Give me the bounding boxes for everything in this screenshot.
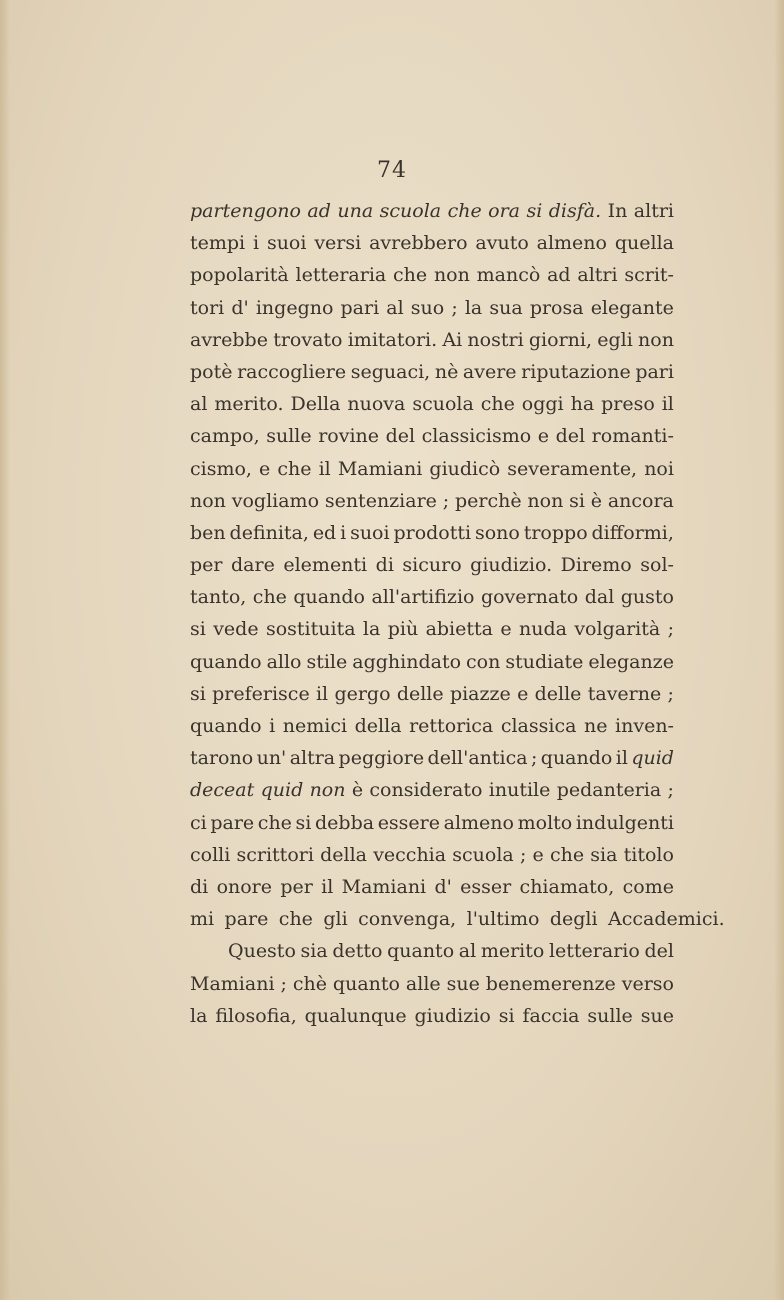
- word: che: [252, 586, 287, 609]
- word: prodotti: [393, 521, 472, 544]
- word: sulle: [587, 1004, 633, 1027]
- word: il: [661, 393, 674, 416]
- word: gusto: [620, 586, 674, 609]
- text-line: [190, 839, 674, 871]
- text-line: [190, 581, 674, 613]
- word: Diremo: [560, 554, 632, 577]
- word: campo,: [190, 425, 260, 448]
- word: sentenziare: [324, 489, 437, 512]
- word: tanto,: [190, 586, 247, 609]
- text-line: [190, 485, 674, 517]
- word: pare: [210, 811, 255, 834]
- word: giudicò: [429, 457, 501, 480]
- word: giudizio: [414, 1004, 491, 1027]
- word: Mamiani: [341, 875, 427, 898]
- word: cismo,: [190, 457, 252, 480]
- word: esser: [460, 875, 512, 898]
- word: prosa: [529, 296, 584, 319]
- word: d': [231, 296, 249, 319]
- word: peggiore: [338, 747, 425, 770]
- word: giudizio.: [470, 554, 553, 577]
- word: noi: [644, 457, 674, 480]
- word: agghindato: [352, 650, 462, 673]
- word: il: [318, 457, 331, 480]
- word: taverne: [587, 682, 662, 705]
- word: Mamiani: [190, 972, 275, 995]
- word: che: [480, 393, 515, 416]
- word: altri: [633, 200, 674, 222]
- word: severamente,: [507, 457, 638, 480]
- word: ben: [190, 521, 226, 544]
- word: di: [190, 875, 209, 898]
- word: faccia: [522, 1004, 580, 1027]
- word: vogliamo: [231, 489, 320, 512]
- word: avrebbero: [369, 232, 468, 255]
- word: altra: [289, 747, 336, 770]
- word: molto: [517, 811, 573, 834]
- word: quid: [631, 747, 674, 770]
- word: si: [190, 618, 206, 641]
- word: ;: [519, 843, 527, 866]
- word: suoi: [350, 521, 390, 544]
- text-line: [190, 710, 674, 742]
- word: ed: [312, 521, 337, 544]
- word: che: [278, 908, 313, 931]
- text-line: [190, 646, 674, 678]
- word: stile: [306, 650, 348, 673]
- word: ingegno: [255, 296, 334, 319]
- word: che: [447, 200, 482, 222]
- word: quanto: [387, 940, 455, 963]
- word: merito: [480, 940, 545, 963]
- word: dell'antica: [427, 747, 528, 770]
- word: sue: [446, 972, 480, 995]
- text-line: [190, 935, 674, 967]
- word: sostituita: [265, 618, 356, 641]
- word: pare: [224, 908, 269, 931]
- word: degli: [549, 908, 598, 931]
- word: ne: [583, 715, 608, 737]
- word: gergo: [334, 682, 391, 705]
- word: perchè: [454, 489, 522, 512]
- word: Ai: [442, 328, 463, 351]
- word: tarono: [190, 747, 254, 770]
- word: ha: [570, 393, 595, 416]
- word: chè: [292, 972, 327, 995]
- word: elementi: [283, 554, 368, 577]
- word: per: [190, 554, 223, 577]
- word: non: [190, 489, 226, 512]
- word: elegante: [590, 296, 674, 319]
- text-line: [190, 227, 674, 259]
- word: è: [590, 489, 603, 512]
- word: popolarità: [190, 264, 289, 287]
- text-line: [190, 1000, 674, 1032]
- word: e: [259, 457, 271, 480]
- word: studiate: [505, 650, 584, 673]
- text-line: [190, 774, 674, 806]
- word: potè: [190, 360, 233, 383]
- word: sicuro: [402, 554, 462, 577]
- text-line: [190, 807, 674, 839]
- word: troppo: [523, 521, 588, 544]
- word: delle: [534, 682, 582, 705]
- word: letterario: [548, 940, 640, 963]
- word: scuola: [412, 393, 474, 416]
- word: ancora: [607, 489, 674, 512]
- word: del: [385, 425, 416, 448]
- word: quando: [190, 650, 262, 673]
- word: difformi,: [591, 521, 674, 544]
- word: la: [190, 1004, 208, 1027]
- text-line: [190, 195, 674, 227]
- word: gli: [323, 908, 348, 931]
- word: letteraria: [295, 264, 387, 287]
- word: detto: [332, 940, 383, 963]
- word: si: [190, 682, 206, 705]
- word: giorni,: [528, 328, 593, 351]
- word: ci: [190, 811, 207, 834]
- word: inven-: [615, 715, 674, 737]
- word: ;: [280, 972, 287, 995]
- word: scuola: [379, 200, 442, 222]
- word: indulgenti: [575, 811, 674, 834]
- word: quid: [260, 779, 304, 802]
- word: eleganze: [588, 650, 674, 673]
- word: abietta: [425, 618, 493, 641]
- text-line: [190, 742, 674, 774]
- word: vede: [213, 618, 259, 641]
- word: merito.: [214, 393, 284, 416]
- word: piazze: [449, 682, 511, 705]
- word: e: [517, 682, 529, 705]
- word: partengono: [190, 200, 301, 222]
- word: la: [464, 296, 483, 319]
- word: delle: [396, 682, 444, 705]
- word: titolo: [623, 843, 674, 866]
- word: ;: [667, 779, 674, 802]
- word: pari: [635, 360, 674, 383]
- text-line: [190, 324, 674, 356]
- word: nemici: [282, 715, 348, 737]
- word: pari: [340, 296, 380, 319]
- word: è: [351, 779, 364, 802]
- word: classicismo: [421, 425, 532, 448]
- word: ad: [547, 264, 571, 287]
- word: e: [532, 843, 544, 866]
- word: al: [190, 393, 208, 416]
- word: inutile: [488, 779, 551, 802]
- text-line: [190, 613, 674, 645]
- text-line: [190, 871, 674, 903]
- word: ;: [667, 682, 674, 705]
- word: del: [644, 940, 674, 963]
- word: sulle: [266, 425, 312, 448]
- word: nè: [434, 360, 459, 383]
- word: chiamato,: [519, 875, 615, 898]
- word: ;: [667, 618, 674, 641]
- word: della: [354, 715, 402, 737]
- word: versi: [314, 232, 362, 255]
- word: nuova: [347, 393, 406, 416]
- word: il: [315, 682, 329, 705]
- word: i: [269, 715, 276, 737]
- word: romanti-: [591, 425, 674, 448]
- word: più: [387, 618, 419, 641]
- word: altri: [577, 264, 618, 287]
- word: governato: [480, 586, 579, 609]
- word: che: [277, 457, 312, 480]
- page-edge-right: [774, 0, 784, 1300]
- word: al: [458, 940, 477, 963]
- word: e: [537, 425, 550, 448]
- word: convenga,: [358, 908, 457, 931]
- word: ;: [442, 489, 450, 512]
- word: qualunque: [304, 1004, 407, 1027]
- word: sono: [474, 521, 520, 544]
- word: un': [256, 747, 287, 770]
- word: di: [375, 554, 394, 577]
- word: Mamiani: [337, 457, 423, 480]
- word: seguaci,: [350, 360, 431, 383]
- word: l'ultimo: [466, 908, 540, 931]
- word: volgarità: [574, 618, 661, 641]
- word: quando: [293, 586, 365, 609]
- word: si: [295, 811, 312, 834]
- word: ;: [530, 747, 538, 770]
- word: benemerenze: [485, 972, 616, 995]
- word: debba: [315, 811, 375, 834]
- word: il: [321, 875, 334, 898]
- word: nuda: [518, 618, 567, 641]
- text-line: [190, 549, 674, 581]
- word: quando: [540, 747, 613, 770]
- word: filosofia,: [215, 1004, 297, 1027]
- word: con: [466, 650, 501, 673]
- word: rovine: [318, 425, 380, 448]
- word: come: [622, 875, 674, 898]
- word: rettorica: [409, 715, 494, 737]
- word: preso: [601, 393, 655, 416]
- word: dal: [584, 586, 615, 609]
- word: suo: [410, 296, 445, 319]
- word: almeno: [443, 811, 514, 834]
- word: i: [340, 521, 347, 544]
- word: nostri: [467, 328, 524, 351]
- word: mancò: [476, 264, 541, 287]
- word: che: [257, 811, 292, 834]
- word: imitatori.: [347, 328, 438, 351]
- word: deceat: [190, 779, 255, 802]
- word: non: [309, 779, 346, 802]
- word: dare: [231, 554, 275, 577]
- word: si: [526, 200, 543, 222]
- word: scuola: [452, 843, 514, 866]
- word: per: [280, 875, 313, 898]
- word: suoi: [266, 232, 307, 255]
- word: onore: [216, 875, 273, 898]
- word: almeno: [536, 232, 607, 255]
- word: ora: [488, 200, 521, 222]
- word: si: [498, 1004, 515, 1027]
- body-text: [190, 195, 725, 1032]
- word: sia: [300, 940, 328, 963]
- page-number: 74: [377, 158, 407, 183]
- word: raccogliere: [237, 360, 347, 383]
- word: In: [607, 200, 628, 222]
- word: oggi: [521, 393, 564, 416]
- word: il: [615, 747, 628, 770]
- word: che: [393, 264, 428, 287]
- word: non: [638, 328, 674, 351]
- word: vecchia: [373, 843, 447, 866]
- word: del: [555, 425, 586, 448]
- text-line: [190, 388, 674, 420]
- text-line: [190, 420, 674, 452]
- word: ad: [307, 200, 331, 222]
- word: trovato: [273, 328, 343, 351]
- word: della: [320, 843, 367, 866]
- word: una: [337, 200, 374, 222]
- page-edge-left: [0, 0, 10, 1300]
- word: mi: [190, 908, 215, 931]
- word: essere: [377, 811, 441, 834]
- text-line: [190, 259, 674, 291]
- word: i: [253, 232, 260, 255]
- word: alle: [405, 972, 441, 995]
- word: sua: [489, 296, 523, 319]
- word: quella: [614, 232, 674, 255]
- word: Questo: [228, 940, 296, 963]
- word: riputazione: [521, 360, 631, 383]
- word: al: [386, 296, 404, 319]
- word: scrittori: [236, 843, 314, 866]
- word: classica: [500, 715, 577, 737]
- word: disfà.: [548, 200, 602, 222]
- word: avuto: [475, 232, 529, 255]
- word: allo: [266, 650, 302, 673]
- word: tempi: [190, 232, 246, 255]
- word: avrebbe: [190, 328, 268, 351]
- word: sol-: [640, 554, 674, 577]
- word: Della: [290, 393, 341, 416]
- text-line: [190, 903, 725, 935]
- text-line: [190, 517, 674, 549]
- text-line: [190, 292, 674, 324]
- word: non: [433, 264, 470, 287]
- word: la: [362, 618, 381, 641]
- word: verso: [621, 972, 674, 995]
- word: non: [527, 489, 564, 512]
- word: all'artifizio: [371, 586, 475, 609]
- word: quando: [190, 715, 262, 737]
- word: sia: [590, 843, 618, 866]
- word: che: [549, 843, 585, 866]
- text-line: [190, 968, 674, 1000]
- word: sue: [640, 1004, 674, 1027]
- word: colli: [190, 843, 231, 866]
- word: avere: [462, 360, 517, 383]
- text-line: [190, 678, 674, 710]
- text-line: [190, 453, 674, 485]
- word: si: [569, 489, 585, 512]
- word: scrit-: [624, 264, 674, 287]
- word: preferisce: [212, 682, 310, 705]
- word: e: [500, 618, 512, 641]
- word: quanto: [332, 972, 400, 995]
- word: tori: [190, 296, 225, 319]
- text-line: [190, 356, 674, 388]
- word: d': [434, 875, 452, 898]
- word: considerato: [369, 779, 483, 802]
- word: egli: [597, 328, 633, 351]
- word: definita,: [229, 521, 309, 544]
- word: Accademici.: [608, 908, 725, 931]
- word: ;: [451, 296, 458, 319]
- word: pedanteria: [556, 779, 662, 802]
